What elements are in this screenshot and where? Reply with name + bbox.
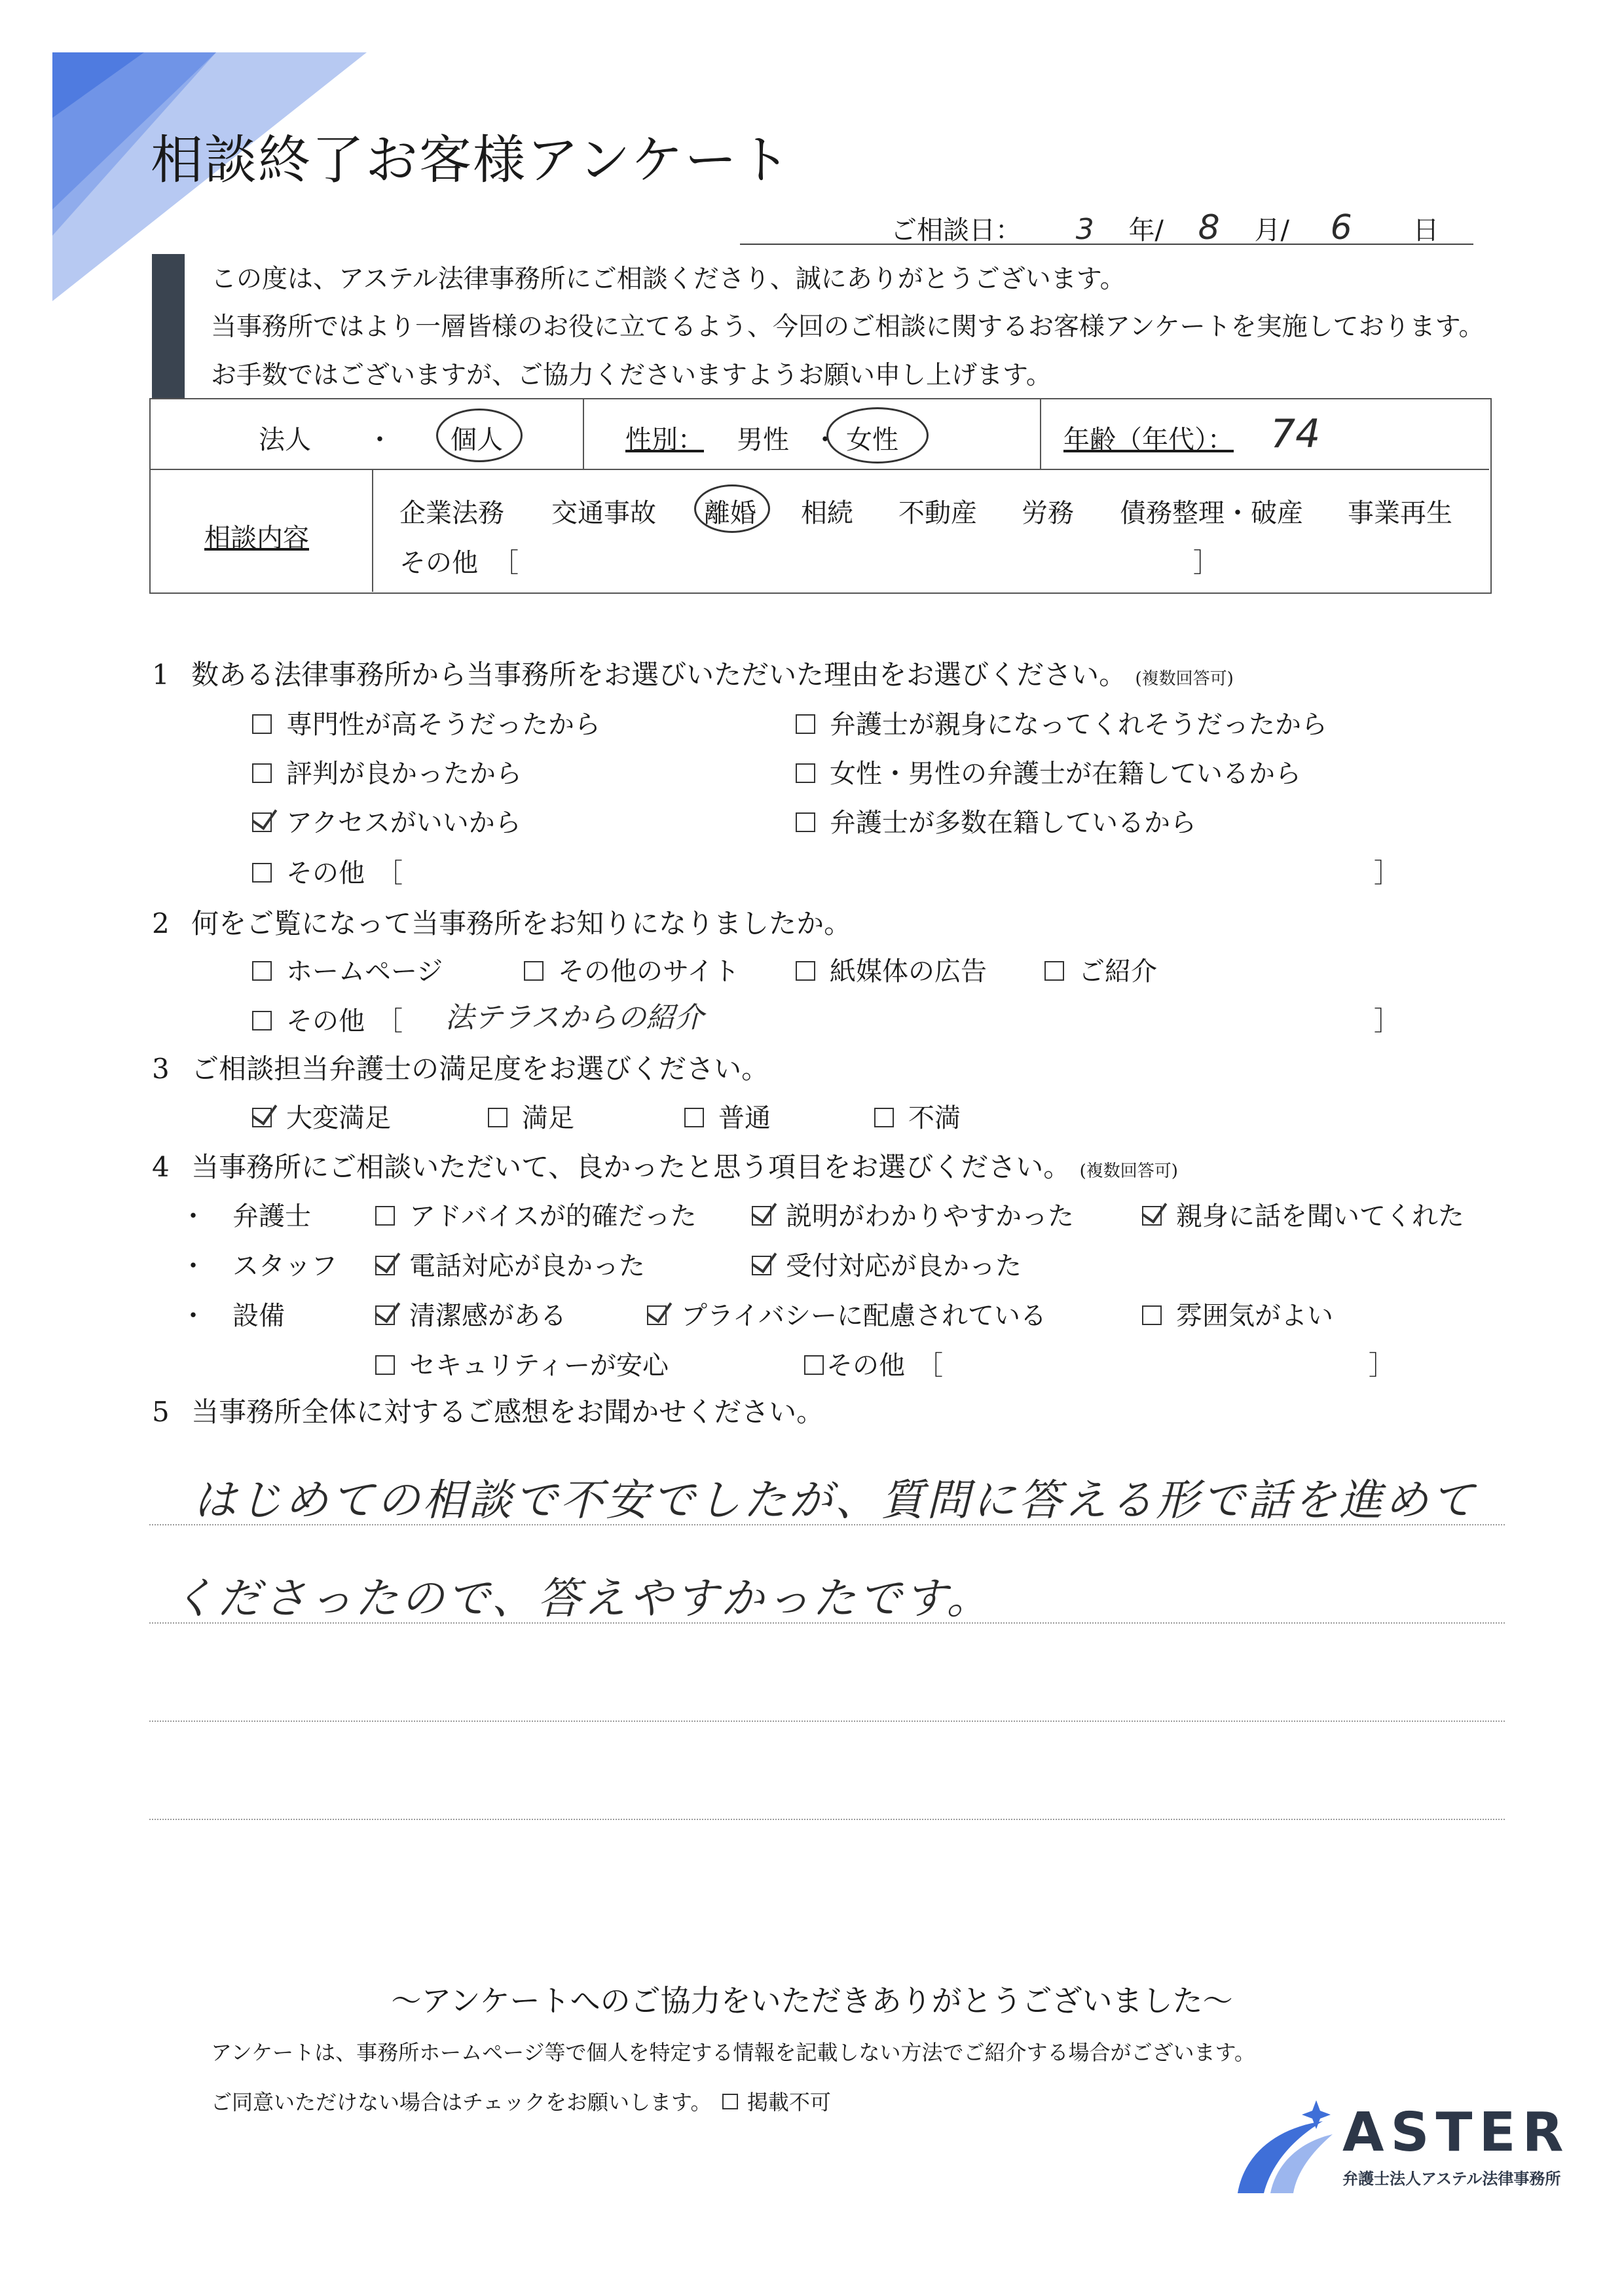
answer-rule-2	[149, 1622, 1505, 1624]
checkbox[interactable]	[796, 812, 815, 832]
consult-category-debt-bankruptcy[interactable]: 債務整理・破産	[1120, 498, 1303, 528]
checkbox[interactable]	[1142, 1305, 1162, 1325]
footer-notice-2	[211, 2086, 831, 2116]
q2-option-other-site[interactable]	[524, 951, 739, 988]
q4-lawyer-label: 弁護士	[232, 1201, 311, 1231]
q3-option-very-satisfied[interactable]	[252, 1097, 391, 1135]
consult-category-business-revival[interactable]: 事業再生	[1348, 498, 1452, 528]
option-label: 清潔感がある	[409, 1301, 566, 1331]
checkbox[interactable]	[796, 961, 815, 981]
date-label: ご相談日：	[891, 215, 1022, 246]
client-corporate[interactable]: 法人	[259, 425, 311, 455]
q2-option-referral[interactable]	[1044, 951, 1157, 988]
gender-dot: ・	[812, 425, 838, 455]
checkbox[interactable]	[252, 714, 272, 734]
q4-option-other[interactable]	[804, 1345, 943, 1382]
consult-other-bracket-open: ［	[492, 548, 519, 578]
date-month-unit: 月/	[1254, 215, 1289, 246]
q1-number: 1	[152, 659, 170, 691]
footer-notice-1: アンケートは、事務所ホームページ等で個人を特定する情報を記載しない方法でご紹介する場合がございます。	[211, 2040, 1255, 2065]
aster-logo-icon	[1225, 2095, 1342, 2200]
option-label: 不満	[908, 1103, 961, 1133]
q4-heading	[152, 1146, 1178, 1185]
consult-category-real-estate[interactable]: 不動産	[898, 498, 977, 528]
bracket-open: ［	[377, 858, 403, 888]
date-underline	[740, 244, 1473, 245]
q2-heading	[152, 902, 851, 941]
consult-category-inheritance[interactable]: 相続	[801, 498, 853, 528]
q1-heading	[152, 653, 1234, 693]
age-value[interactable]: 74	[1270, 411, 1321, 457]
q4-option-listened-carefully[interactable]	[1142, 1195, 1464, 1233]
checkbox[interactable]	[874, 1108, 894, 1127]
divorce-selected-mark	[694, 484, 770, 533]
date-year[interactable]: 3	[1075, 213, 1094, 246]
q4-option-clear-explanation[interactable]	[752, 1195, 1074, 1233]
q4-option-atmosphere[interactable]	[1142, 1295, 1333, 1332]
date-month[interactable]: 8	[1198, 208, 1220, 247]
q2-option-homepage[interactable]	[252, 951, 443, 988]
option-label: 電話対応が良かった	[409, 1251, 645, 1281]
intro-line-2: 当事務所ではより一層皆様のお役に立てるよう、今回のご相談に関するお客様アンケートを実施しております。	[211, 312, 1485, 342]
consult-other-label: その他	[399, 548, 478, 578]
individual-selected-mark	[436, 409, 523, 462]
q3-option-dissatisfied[interactable]	[874, 1097, 961, 1135]
checkbox-checked[interactable]	[375, 1305, 395, 1325]
consult-date	[891, 208, 1439, 247]
q1-option-caring-lawyer[interactable]	[796, 704, 1327, 741]
intro-bar	[152, 254, 185, 399]
bracket-open: ［	[917, 1351, 943, 1381]
q4-facility-bullet: ・	[180, 1301, 206, 1331]
intro-line-3: お手数ではございますが、ご協力くださいますようお願い申し上げます。	[211, 361, 1052, 390]
page-title: 相談終了お客様アンケート	[151, 130, 792, 191]
option-label: 雰囲気がよい	[1176, 1301, 1333, 1331]
option-label: その他	[826, 1351, 905, 1381]
option-label: その他	[286, 858, 365, 888]
checkbox[interactable]	[375, 1206, 395, 1226]
q4-option-reception-service[interactable]	[752, 1245, 1022, 1283]
consult-other-bracket-close: ］	[1193, 548, 1219, 578]
q2-other-answer[interactable]: 法テラスからの紹介	[445, 1001, 704, 1034]
option-label: 親身に話を聞いてくれた	[1176, 1201, 1464, 1231]
female-selected-mark	[826, 407, 929, 464]
q5-heading	[152, 1391, 824, 1430]
option-label: セキュリティーが安心	[409, 1351, 669, 1381]
q4-facility-label: 設備	[232, 1301, 285, 1331]
q1-option-many-lawyers[interactable]	[796, 802, 1196, 839]
q1-other-bracket-close: ］	[1374, 858, 1400, 888]
q4-option-accurate-advice[interactable]	[375, 1195, 697, 1233]
q3-text: ご相談担当弁護士の満足度をお選びください。	[191, 1053, 769, 1085]
gender-label: 性別：	[625, 425, 704, 455]
q4-option-phone-service[interactable]	[375, 1245, 645, 1283]
info-table-col-divider-1	[583, 398, 584, 470]
q5-text: 当事務所全体に対するご感想をお聞かせください。	[191, 1396, 824, 1428]
checkbox[interactable]	[375, 1355, 395, 1375]
consult-label: 相談内容	[204, 523, 309, 553]
q5-answer-line-1[interactable]: はじめての相談で不安でしたが、質問に答える形で話を進めて	[193, 1475, 1477, 1525]
checkbox[interactable]	[804, 1355, 824, 1375]
client-dot: ・	[367, 425, 393, 455]
q5-number: 5	[152, 1396, 170, 1428]
q5-answer-line-2[interactable]: くださったので、答えやすかったです。	[172, 1573, 993, 1624]
checkbox[interactable]	[796, 714, 815, 734]
checkbox[interactable]	[252, 863, 272, 883]
intro-line-1: この度は、アステル法律事務所にご相談くださり、誠にありがとうございます。	[211, 264, 1126, 294]
q2-option-other[interactable]	[252, 1000, 403, 1038]
date-day-unit: 日	[1412, 215, 1439, 246]
info-table-row-divider	[149, 469, 1489, 470]
option-label: 評判が良かったから	[286, 759, 522, 789]
option-label: 弁護士が親身になってくれそうだったから	[830, 710, 1327, 740]
logo-subtext: 弁護士法人アステル法律事務所	[1342, 2170, 1561, 2188]
q1-option-expertise[interactable]	[252, 704, 600, 741]
q1-text: 数ある法律事務所から当事務所をお選びいただいた理由をお選びください。	[191, 659, 1127, 691]
q4-other-bracket-close: ］	[1369, 1351, 1395, 1381]
footer-thanks: 〜アンケートへのご協力をいただきありがとうございました〜	[391, 1983, 1233, 2018]
no-publish-checkbox[interactable]	[722, 2094, 738, 2109]
consult-category-divorce[interactable]: 離婚	[704, 498, 756, 528]
q1-option-gender-lawyers[interactable]	[796, 753, 1301, 790]
q1-note: (複数回答可)	[1135, 669, 1234, 689]
checkbox-checked[interactable]	[752, 1206, 771, 1226]
consult-category-traffic-accident[interactable]: 交通事故	[551, 498, 656, 528]
q4-option-privacy[interactable]	[647, 1295, 1046, 1332]
checkbox[interactable]	[684, 1108, 704, 1127]
checkbox[interactable]	[252, 763, 272, 783]
q1-option-other[interactable]	[252, 852, 403, 890]
q4-note: (複数回答可)	[1079, 1161, 1178, 1181]
checkbox-checked[interactable]	[375, 1256, 395, 1275]
checkbox[interactable]	[524, 961, 544, 981]
consult-category-labor[interactable]: 労務	[1022, 498, 1074, 528]
option-label: 弁護士が多数在籍しているから	[830, 808, 1196, 838]
option-label: アクセスがいいから	[286, 808, 521, 838]
option-label: その他	[286, 1006, 365, 1036]
q4-number: 4	[152, 1151, 170, 1183]
q4-option-cleanliness[interactable]	[375, 1295, 566, 1332]
notice-2-text: ご同意いただけない場合はチェックをお願いします。	[211, 2090, 712, 2115]
no-publish-label: 掲載不可	[747, 2090, 831, 2115]
option-label: ホームページ	[286, 957, 443, 987]
option-label: 女性・男性の弁護士が在籍しているから	[830, 759, 1301, 789]
checkbox[interactable]	[1044, 961, 1064, 981]
answer-rule-3	[149, 1721, 1505, 1722]
age-label: 年齢（年代）：	[1063, 425, 1234, 455]
option-label: その他のサイト	[558, 957, 740, 987]
logo-text: ASTER	[1342, 2102, 1570, 2164]
q4-lawyer-bullet: ・	[180, 1201, 206, 1231]
option-label: アドバイスが的確だった	[409, 1201, 697, 1231]
option-label: 大変満足	[286, 1103, 391, 1133]
option-label: 説明がわかりやすかった	[786, 1201, 1074, 1231]
option-label: 受付対応が良かった	[786, 1251, 1022, 1281]
date-year-unit: 年/	[1128, 215, 1164, 246]
q3-number: 3	[152, 1053, 170, 1085]
q2-text: 何をご覧になって当事務所をお知りになりましたか。	[191, 907, 852, 939]
date-day[interactable]: 6	[1330, 208, 1352, 247]
answer-rule-1	[149, 1524, 1505, 1525]
option-label: 専門性が高そうだったから	[286, 710, 600, 740]
q4-option-security[interactable]	[375, 1345, 669, 1382]
bracket-open: ［	[377, 1006, 403, 1036]
gender-female[interactable]: 女性	[846, 425, 898, 455]
q2-number: 2	[152, 907, 170, 939]
checkbox-checked[interactable]	[252, 1108, 272, 1127]
q1-option-access[interactable]	[252, 802, 521, 839]
checkbox[interactable]	[796, 763, 815, 783]
q4-staff-label: スタッフ	[232, 1251, 337, 1281]
q4-staff-bullet: ・	[180, 1251, 206, 1281]
answer-rule-4	[149, 1819, 1505, 1820]
q2-option-print-ad[interactable]	[796, 951, 987, 988]
consult-category-corporate-law[interactable]: 企業法務	[399, 498, 504, 528]
client-individual[interactable]: 個人	[451, 425, 503, 455]
checkbox[interactable]	[252, 961, 272, 981]
checkbox-checked[interactable]	[647, 1305, 667, 1325]
option-label: ご紹介	[1079, 957, 1157, 987]
checkbox[interactable]	[252, 1011, 272, 1030]
checkbox-checked[interactable]	[1142, 1206, 1162, 1226]
option-label: プライバシーに配慮されている	[681, 1301, 1046, 1331]
option-label: 普通	[718, 1103, 771, 1133]
option-label: 紙媒体の広告	[830, 957, 987, 987]
info-table-col-divider-2	[1040, 398, 1041, 470]
option-label: 満足	[522, 1103, 574, 1133]
info-table-col-divider-3	[372, 469, 373, 592]
checkbox-checked[interactable]	[252, 812, 272, 832]
q4-text: 当事務所にご相談いただいて、良かったと思う項目をお選びください。	[191, 1151, 1071, 1183]
checkbox-checked[interactable]	[752, 1256, 771, 1275]
q2-other-bracket-close: ］	[1374, 1006, 1400, 1036]
q1-option-reputation[interactable]	[252, 753, 522, 790]
q3-heading	[152, 1048, 769, 1087]
q3-option-satisfied[interactable]	[488, 1097, 574, 1135]
q3-option-normal[interactable]	[684, 1097, 771, 1135]
checkbox[interactable]	[488, 1108, 507, 1127]
gender-male[interactable]: 男性	[737, 425, 789, 455]
